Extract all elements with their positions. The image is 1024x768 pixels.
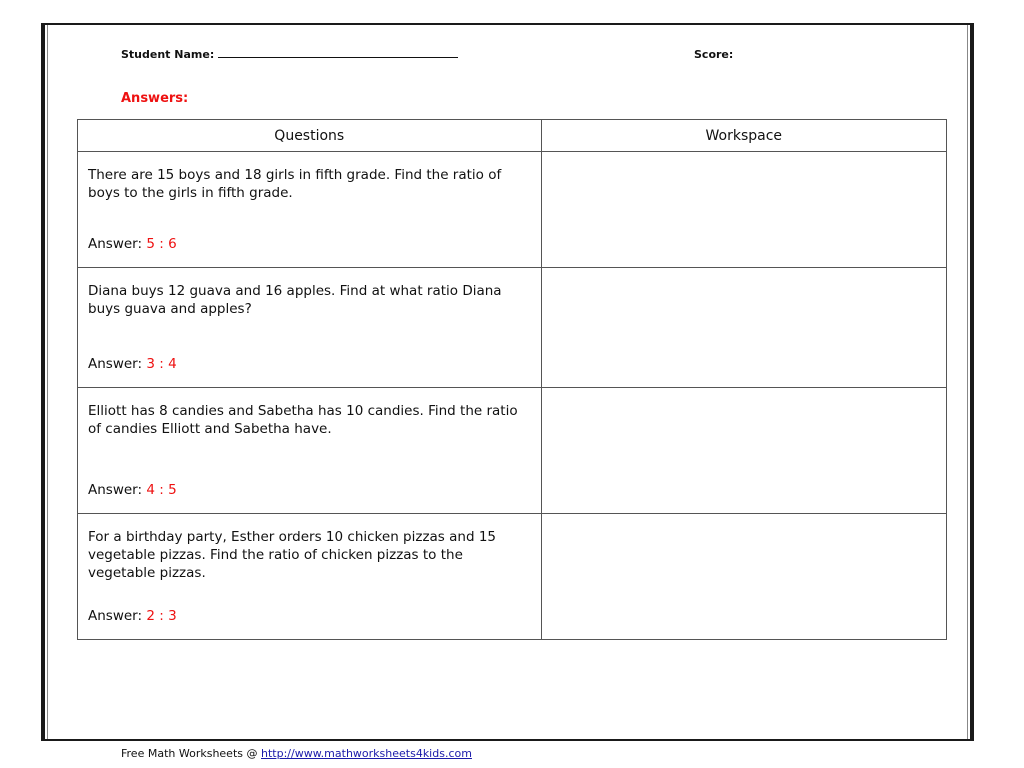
answers-heading: Answers:	[121, 91, 189, 106]
table-row	[78, 514, 947, 640]
question-text: Diana buys 12 guava and 16 apples. Find at what ratio Diana buys guava and apples?	[88, 283, 502, 317]
answer-label: Answer:	[88, 236, 143, 252]
footer-prefix: Free Math Worksheets @	[121, 747, 258, 760]
question-text: For a birthday party, Esther orders 10 chicken pizzas and 15 vegetable pizzas. Find the ratio of chicken pizzas to the vegetable pizzas.	[88, 529, 496, 581]
workspace-cell[interactable]	[541, 152, 946, 268]
answer-value: 3 : 4	[146, 356, 177, 372]
answer-line	[88, 481, 177, 499]
answer-line	[88, 355, 177, 373]
question-cell	[78, 388, 542, 514]
answer-value: 4 : 5	[146, 482, 177, 498]
workspace-cell[interactable]	[541, 514, 946, 640]
footer-link[interactable]: http://www.mathworksheets4kids.com	[261, 747, 472, 760]
footer	[121, 747, 472, 760]
answer-line	[88, 235, 177, 253]
question-cell	[78, 152, 542, 268]
answer-value: 5 : 6	[146, 236, 177, 252]
question-cell	[78, 268, 542, 388]
table-row	[78, 152, 947, 268]
answer-label: Answer:	[88, 608, 143, 624]
workspace-cell[interactable]	[541, 388, 946, 514]
student-name-blank[interactable]	[218, 48, 458, 58]
question-text: Elliott has 8 candies and Sabetha has 10 candies. Find the ratio of candies Elliott and Sabetha have.	[88, 403, 518, 437]
student-name-label: Student Name:	[121, 48, 215, 61]
answer-label: Answer:	[88, 356, 143, 372]
answer-value: 2 : 3	[146, 608, 177, 624]
table-header-row	[78, 120, 947, 152]
table-row	[78, 388, 947, 514]
answer-label: Answer:	[88, 482, 143, 498]
questions-column-header: Questions	[78, 120, 542, 152]
workspace-cell[interactable]	[541, 268, 946, 388]
worksheet-table	[77, 119, 947, 640]
workspace-column-header: Workspace	[541, 120, 946, 152]
answer-line	[88, 607, 177, 625]
table-row	[78, 268, 947, 388]
question-text: There are 15 boys and 18 girls in fifth grade. Find the ratio of boys to the girls in fifth grade.	[88, 167, 502, 201]
score-label: Score:	[694, 48, 734, 61]
question-cell	[78, 514, 542, 640]
student-name-field	[121, 48, 458, 61]
